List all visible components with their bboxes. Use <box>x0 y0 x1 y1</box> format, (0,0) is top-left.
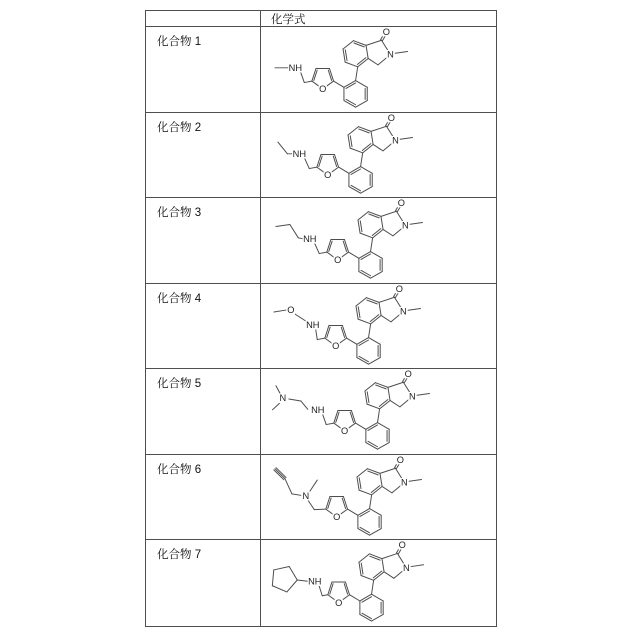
compound-3-label: 化合物 3 <box>157 207 202 220</box>
formula-column-label: 化学式 <box>271 13 306 26</box>
svg-text:NH: NH <box>288 63 303 73</box>
svg-text:O: O <box>334 255 342 266</box>
svg-text:N: N <box>392 135 399 146</box>
svg-text:N: N <box>302 490 310 501</box>
svg-text:O: O <box>324 169 332 180</box>
formula-cell <box>261 369 496 455</box>
svg-text:N: N <box>402 220 409 231</box>
svg-text:N: N <box>400 306 407 317</box>
svg-text:O: O <box>397 198 405 209</box>
compound-name-cell <box>146 455 261 541</box>
compound-6-label: 化合物 6 <box>157 463 202 476</box>
compound-name-cell <box>146 27 261 113</box>
svg-text:NH: NH <box>292 148 307 159</box>
compound-name-cell <box>146 284 261 370</box>
svg-text:N: N <box>403 563 410 574</box>
svg-text:NH: NH <box>303 234 317 245</box>
structure-compound-1 <box>261 27 496 112</box>
svg-text:O: O <box>396 454 404 465</box>
svg-text:NH: NH <box>311 405 325 416</box>
svg-text:O: O <box>335 598 343 609</box>
compound-name-cell <box>146 198 261 284</box>
svg-text:O: O <box>333 511 341 522</box>
svg-text:N: N <box>409 392 416 402</box>
formula-cell <box>261 540 496 626</box>
structure-compound-7 <box>261 540 496 626</box>
formula-cell <box>261 198 496 284</box>
svg-text:N: N <box>279 393 287 404</box>
compound-5-label: 化合物 5 <box>157 378 202 391</box>
compound-name-cell <box>146 540 261 626</box>
compound-2-label: 化合物 2 <box>157 121 202 134</box>
structure-compound-3 <box>261 198 496 283</box>
header-formula-cell <box>261 11 496 27</box>
compound-7-label: 化合物 7 <box>157 549 202 562</box>
svg-text:N: N <box>387 49 394 60</box>
compound-name-cell <box>146 113 261 199</box>
svg-text:O: O <box>395 283 403 294</box>
compound-table <box>145 10 497 627</box>
svg-text:O: O <box>387 112 395 123</box>
compound-1-label: 化合物 1 <box>157 36 202 48</box>
svg-text:O: O <box>319 84 327 95</box>
svg-text:NH: NH <box>306 319 320 330</box>
svg-text:NH: NH <box>308 576 322 587</box>
svg-text:N: N <box>401 477 408 488</box>
formula-cell <box>261 284 496 370</box>
svg-text:O: O <box>332 340 340 351</box>
formula-cell <box>261 27 496 113</box>
svg-text:O: O <box>341 426 349 437</box>
svg-text:O: O <box>398 540 406 551</box>
formula-cell <box>261 113 496 199</box>
header-empty-cell <box>146 11 261 27</box>
structure-compound-6 <box>261 455 496 540</box>
structure-compound-4 <box>261 284 496 369</box>
svg-text:O: O <box>404 369 412 380</box>
structure-compound-5 <box>261 369 496 454</box>
compound-4-label: 化合物 4 <box>157 292 202 305</box>
formula-cell <box>261 455 496 541</box>
svg-text:O: O <box>287 304 295 315</box>
structure-compound-2 <box>261 113 496 198</box>
svg-text:O: O <box>382 27 390 37</box>
compound-name-cell <box>146 369 261 455</box>
